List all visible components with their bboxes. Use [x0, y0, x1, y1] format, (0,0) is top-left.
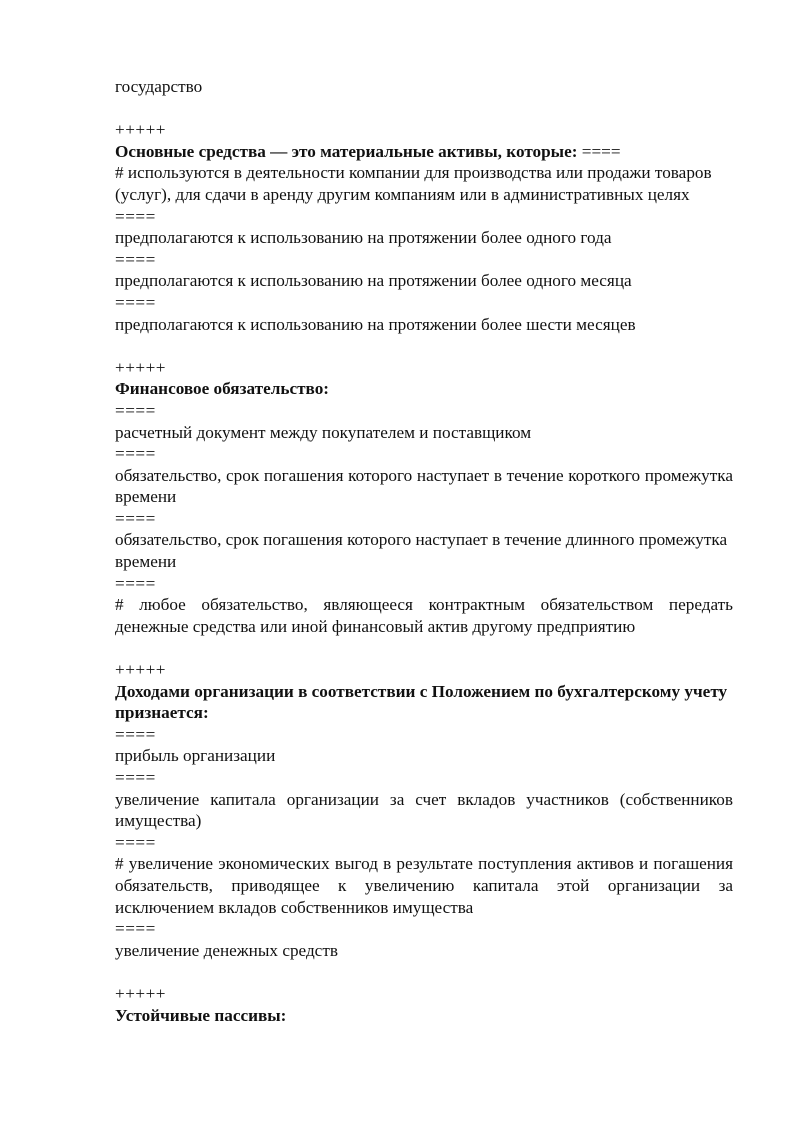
question-block: [115, 983, 733, 1026]
answer-separator: ====: [115, 292, 156, 312]
question-block: [115, 119, 733, 335]
answer-text: увеличение денежных средств: [115, 940, 338, 960]
question-block: [115, 357, 733, 638]
question-marker: +++++: [115, 660, 166, 680]
answer-text: # увеличение экономических выгод в результате поступления активов и погашения обязательств, приводящее к увеличению капитала этой организации за исключением вкладов собственников имущества: [115, 854, 733, 917]
question-text: Основные средства — это материальные активы, которые:: [115, 141, 578, 161]
answer-text: прибыль организации: [115, 746, 276, 766]
answer-text: предполагаются к использованию на протяжении более одного месяца: [115, 271, 632, 291]
answer-separator: ====: [115, 400, 156, 420]
blank-line: [115, 637, 733, 659]
answer-text: # любое обязательство, являющееся контрактным обязательством передать денежные средства или иной финансовый актив другому предприятию: [115, 595, 733, 636]
document-page: [115, 76, 733, 1026]
answer-separator: ====: [115, 768, 156, 787]
answer-text: предполагаются к использованию на протяжении более шести месяцев: [115, 314, 636, 334]
answer-separator: ====: [115, 724, 156, 744]
answer-text: обязательство, срок погашения которого наступает в течение длинного промежутка времени: [115, 530, 728, 572]
question-text: Доходами организации в соответствии с Положением по бухгалтерскому учету признается:: [115, 681, 728, 723]
question-text: Устойчивые пассивы:: [115, 1005, 287, 1025]
answer-separator: ====: [115, 444, 156, 464]
question-block: [115, 659, 733, 961]
question-marker: +++++: [115, 120, 166, 140]
answer-text: расчетный документ между покупателем и поставщиком: [115, 422, 532, 442]
question-marker: +++++: [115, 983, 166, 1003]
blank-line: [115, 961, 733, 983]
lead-text: государство: [115, 77, 203, 96]
blank-line: [115, 335, 733, 357]
answer-text: обязательство, срок погашения которого наступает в течение короткого промежутка времени: [115, 465, 733, 507]
blank-line: [115, 98, 733, 120]
answer-text: # используются в деятельности компании для производства или продажи товаров (услуг), для сдачи в аренду другим компаниям или в административных целях: [115, 163, 712, 204]
answer-separator: ====: [115, 249, 156, 269]
answer-separator: ====: [115, 508, 156, 528]
answer-separator: ====: [115, 573, 156, 593]
answer-separator: ====: [115, 832, 156, 852]
question-text: Финансовое обязательство:: [115, 379, 330, 399]
answer-separator: ====: [581, 141, 621, 161]
answer-separator: ====: [115, 206, 156, 226]
answer-text: предполагаются к использованию на протяжении более одного года: [115, 228, 612, 248]
question-line: [115, 141, 733, 163]
answer-text: увеличение капитала организации за счет вкладов участников (собственников имущества): [115, 789, 733, 831]
question-marker: +++++: [115, 357, 166, 377]
answer-separator: ====: [115, 919, 156, 939]
